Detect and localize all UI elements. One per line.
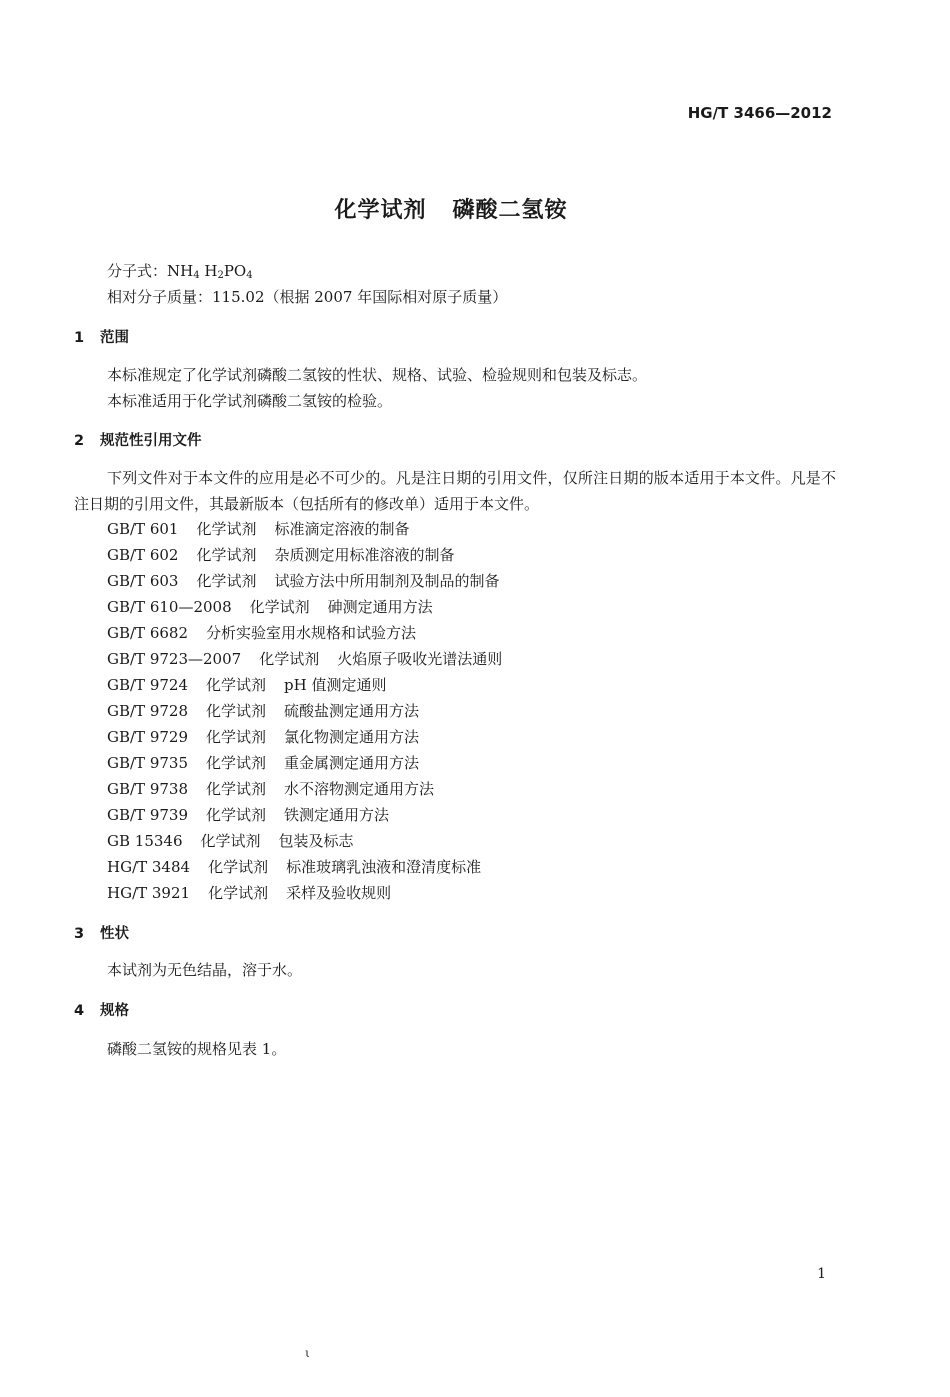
reference-series: 化学试剂 — [206, 702, 267, 720]
document-title — [0, 193, 902, 224]
section-3-heading — [74, 922, 129, 943]
formula-label: 分子式： — [107, 262, 168, 280]
reference-title: 砷测定通用方法 — [327, 598, 433, 616]
section-3-number: 3 — [74, 926, 85, 942]
reference-code: GB/T 602 — [107, 546, 179, 564]
reference-item — [107, 804, 389, 825]
reference-item — [107, 674, 386, 695]
reference-series: 化学试剂 — [206, 806, 267, 824]
reference-code: HG/T 3921 — [107, 884, 191, 902]
section-1-title: 范围 — [100, 330, 129, 346]
reference-title: 杂质测定用标准溶液的制备 — [274, 546, 455, 564]
title-part-2: 磷酸二氢铵 — [452, 198, 568, 223]
reference-code: GB/T 610—2008 — [107, 598, 232, 616]
section-3-title: 性状 — [100, 926, 129, 942]
reference-code: GB 15346 — [107, 832, 183, 850]
scan-mark: ι — [305, 1346, 310, 1360]
standard-code: HG/T 3466—2012 — [687, 104, 832, 122]
reference-title: 试验方法中所用制剂及制品的制备 — [274, 572, 500, 590]
section-1-number: 1 — [74, 330, 85, 346]
formula-nh: NH — [167, 262, 194, 280]
reference-title: 氯化物测定通用方法 — [284, 728, 420, 746]
reference-series: 化学试剂 — [208, 858, 269, 876]
section-4-para-1: 磷酸二氢铵的规格见表 1。 — [107, 1040, 287, 1058]
molecular-formula — [107, 260, 253, 281]
reference-series: 化学试剂 — [206, 676, 267, 694]
reference-series: 化学试剂 — [196, 572, 257, 590]
section-1-para-1: 本标准规定了化学试剂磷酸二氢铵的性状、规格、试验、检验规则和包装及标志。 — [107, 366, 648, 384]
reference-series: 化学试剂 — [249, 598, 310, 616]
formula-h: H — [199, 262, 218, 280]
molar-mass: 相对分子质量：115.02（根据 2007 年国际相对原子质量） — [107, 288, 508, 306]
reference-title: 标准玻璃乳浊液和澄清度标准 — [286, 858, 482, 876]
reference-item — [107, 544, 455, 565]
reference-title: 火焰原子吸收光谱法通则 — [337, 650, 503, 668]
reference-series: 化学试剂 — [196, 520, 257, 538]
formula-sub-1: 4 — [193, 270, 200, 281]
reference-item — [107, 700, 419, 721]
section-4-number: 4 — [74, 1003, 85, 1019]
reference-code: GB/T 9739 — [107, 806, 189, 824]
reference-series: 化学试剂 — [208, 884, 269, 902]
section-2-title: 规范性引用文件 — [100, 433, 202, 449]
reference-title: 重金属测定通用方法 — [284, 754, 420, 772]
reference-code: GB/T 9735 — [107, 754, 189, 772]
reference-series: 化学试剂 — [196, 546, 257, 564]
reference-code: GB/T 9723—2007 — [107, 650, 242, 668]
reference-code: HG/T 3484 — [107, 858, 191, 876]
reference-series: 化学试剂 — [206, 728, 267, 746]
reference-title: 硫酸盐测定通用方法 — [284, 702, 420, 720]
section-3-para-1: 本试剂为无色结晶，溶于水。 — [107, 961, 303, 979]
reference-code: GB/T 6682 — [107, 624, 189, 642]
reference-code: GB/T 601 — [107, 520, 179, 538]
reference-code: GB/T 603 — [107, 572, 179, 590]
reference-series: 化学试剂 — [200, 832, 261, 850]
reference-item — [107, 622, 434, 643]
reference-item — [107, 518, 410, 539]
reference-item — [107, 882, 391, 903]
reference-title: pH 值测定通则 — [284, 676, 387, 694]
reference-code: GB/T 9728 — [107, 702, 189, 720]
reference-item — [107, 778, 434, 799]
section-2-number: 2 — [74, 433, 85, 449]
reference-title: 铁测定通用方法 — [284, 806, 390, 824]
reference-item — [107, 856, 481, 877]
formula-sub-3: 4 — [246, 270, 253, 281]
reference-code: GB/T 9724 — [107, 676, 189, 694]
reference-item — [107, 570, 500, 591]
reference-code: GB/T 9738 — [107, 780, 189, 798]
reference-series: 化学试剂 — [259, 650, 320, 668]
reference-title: 水不溶物测定通用方法 — [284, 780, 435, 798]
section-4-heading — [74, 999, 129, 1020]
section-2-heading — [74, 429, 202, 450]
reference-item — [107, 596, 433, 617]
section-4-title: 规格 — [100, 1003, 129, 1019]
reference-series: 分析实验室用水规格和试验方法 — [206, 624, 417, 642]
reference-series: 化学试剂 — [206, 780, 267, 798]
section-1-para-2: 本标准适用于化学试剂磷酸二氢铵的检验。 — [107, 392, 393, 410]
formula-sub-2: 2 — [217, 270, 224, 281]
reference-title: 标准滴定溶液的制备 — [274, 520, 410, 538]
formula-po: PO — [223, 262, 247, 280]
reference-title: 采样及验收规则 — [286, 884, 392, 902]
reference-code: GB/T 9729 — [107, 728, 189, 746]
reference-series: 化学试剂 — [206, 754, 267, 772]
page-number: 1 — [817, 1266, 826, 1282]
reference-item — [107, 830, 354, 851]
reference-item — [107, 752, 419, 773]
reference-item — [107, 726, 419, 747]
reference-item — [107, 648, 502, 669]
section-1-heading — [74, 326, 129, 347]
reference-title: 包装及标志 — [278, 832, 354, 850]
title-part-1: 化学试剂 — [334, 198, 427, 223]
section-2-intro: 下列文件对于本文件的应用是必不可少的。凡是注日期的引用文件，仅所注日期的版本适用于本文件。凡是不注日期的引用文件，其最新版本（包括所有的修改单）适用于本文件。 — [74, 469, 836, 513]
